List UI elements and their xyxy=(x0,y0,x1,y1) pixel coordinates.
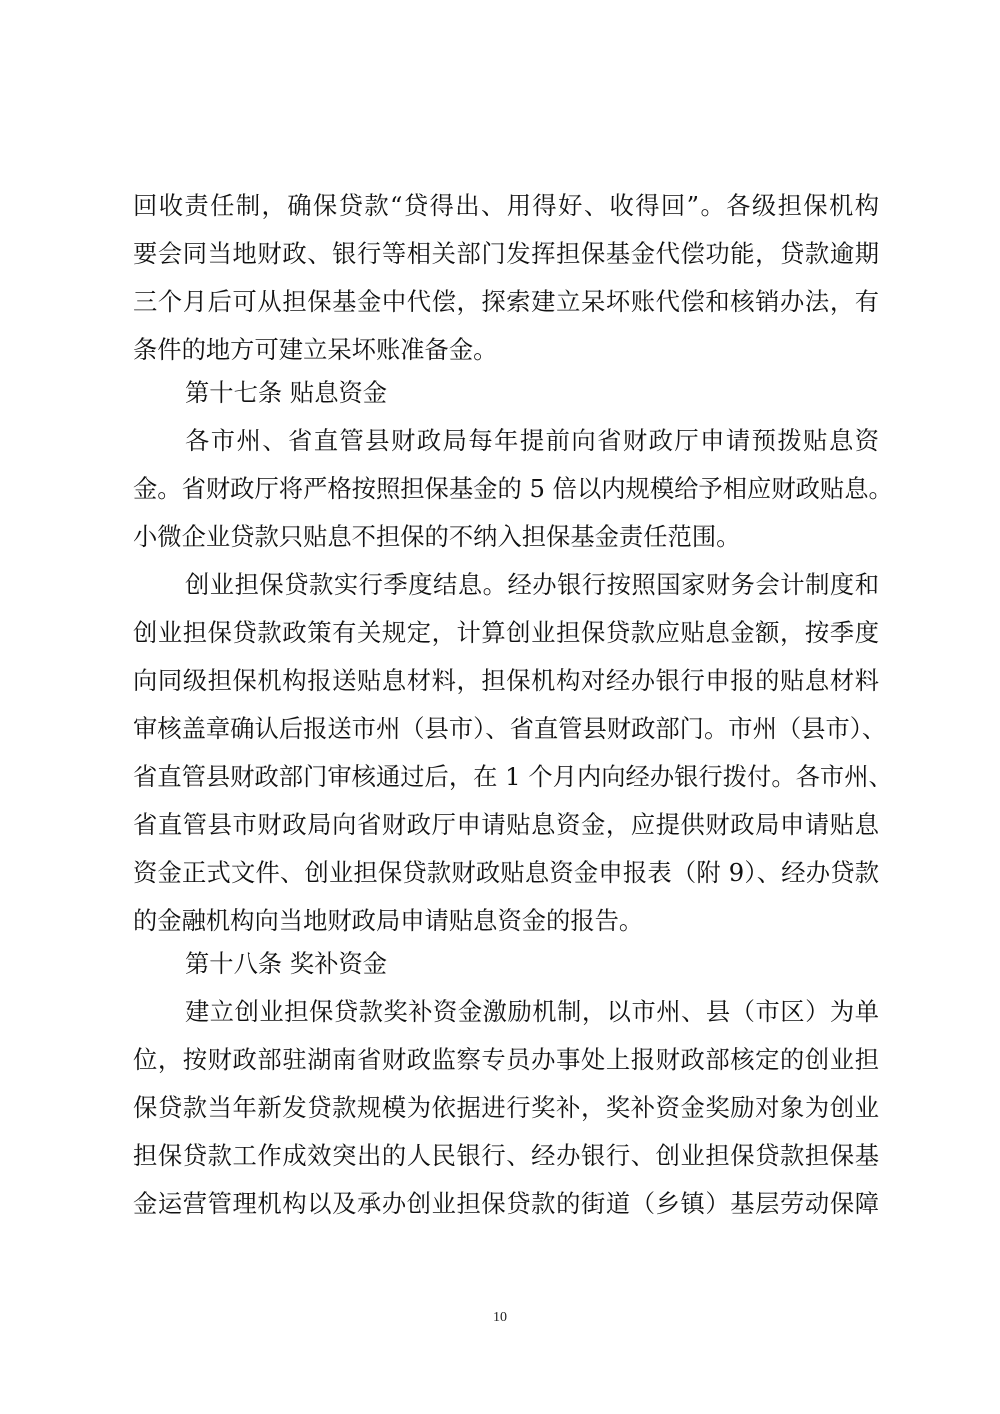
text-line: 位，按财政部驻湖南省财政监察专员办事处上报财政部核定的创业担 xyxy=(133,1045,879,1074)
text-line: 的金融机构向当地财政局申请贴息资金的报告。 xyxy=(133,906,644,935)
text-line: 担保贷款工作成效突出的人民银行、经办银行、创业担保贷款担保基 xyxy=(133,1141,879,1170)
text-line: 各市州、省直管县财政局每年提前向省财政厅申请预拨贴息资 xyxy=(185,426,879,455)
text-line: 创业担保贷款政策有关规定，计算创业担保贷款应贴息金额，按季度 xyxy=(133,618,879,647)
text-line: 金。省财政厅将严格按照担保基金的 5 倍以内规模给予相应财政贴息。 xyxy=(133,474,893,503)
text-line: 条件的地方可建立呆坏账准备金。 xyxy=(133,335,498,364)
article-17-heading: 第十七条 贴息资金 xyxy=(185,378,388,407)
text-line: 回收责任制，确保贷款“贷得出、用得好、收得回”。各级担保机构 xyxy=(133,191,879,220)
text-line: 金运营管理机构以及承办创业担保贷款的街道（乡镇）基层劳动保障 xyxy=(133,1189,879,1218)
text-line: 省直管县市财政局向省财政厅申请贴息资金，应提供财政局申请贴息 xyxy=(133,810,879,839)
text-line: 小微企业贷款只贴息不担保的不纳入担保基金责任范围。 xyxy=(133,522,741,551)
page-number: 10 xyxy=(493,1310,507,1325)
text-line: 三个月后可从担保基金中代偿，探索建立呆坏账代偿和核销办法，有 xyxy=(133,287,879,316)
article-18-heading: 第十八条 奖补资金 xyxy=(185,949,388,978)
text-line: 审核盖章确认后报送市州（县市）、省直管县财政部门。市州（县市）、 xyxy=(133,714,887,743)
text-line: 建立创业担保贷款奖补资金激励机制，以市州、县（市区）为单 xyxy=(185,997,879,1026)
text-line: 要会同当地财政、银行等相关部门发挥担保基金代偿功能，贷款逾期 xyxy=(133,239,879,268)
text-line: 创业担保贷款实行季度结息。经办银行按照国家财务会计制度和 xyxy=(185,570,879,599)
text-line: 保贷款当年新发贷款规模为依据进行奖补，奖补资金奖励对象为创业 xyxy=(133,1093,879,1122)
text-line: 向同级担保机构报送贴息材料，担保机构对经办银行申报的贴息材料 xyxy=(133,666,879,695)
text-line: 资金正式文件、创业担保贷款财政贴息资金申报表（附 9）、经办贷款 xyxy=(133,858,879,887)
text-line: 省直管县财政部门审核通过后，在 1 个月内向经办银行拨付。各市州、 xyxy=(133,762,893,791)
